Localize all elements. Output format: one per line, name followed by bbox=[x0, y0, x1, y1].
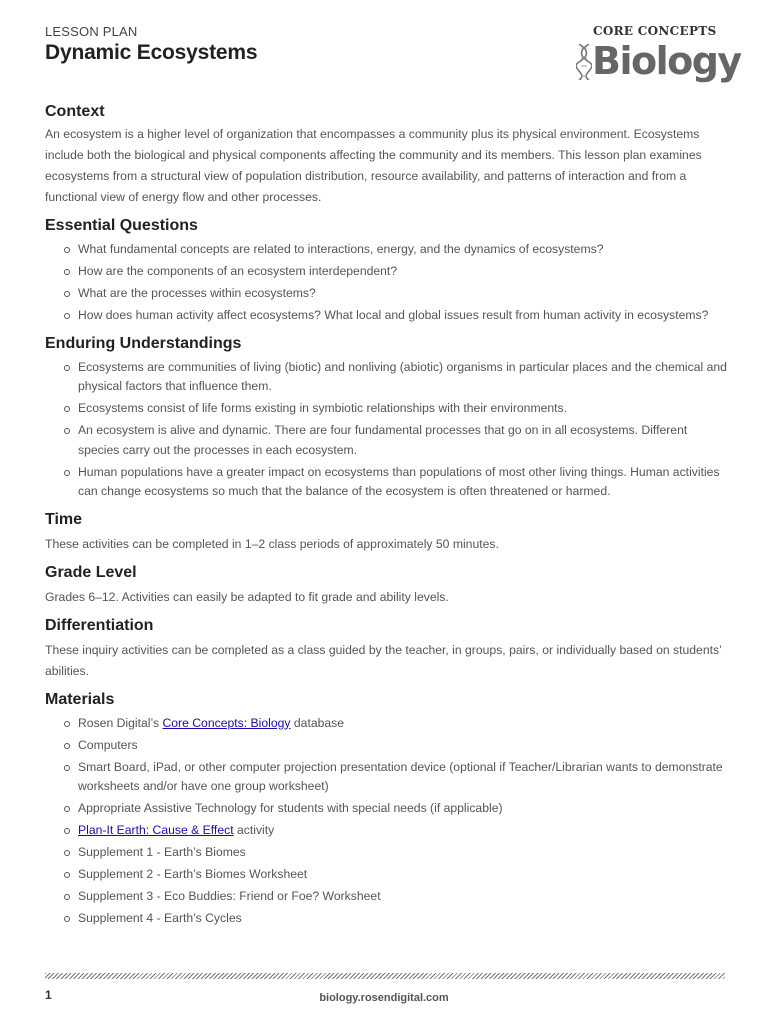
list-item: Computers bbox=[64, 736, 729, 756]
list-item: Ecosystems consist of life forms existing in symbiotic relationships with their environments. bbox=[64, 399, 729, 419]
list-item: How does human activity affect ecosystems? What local and global issues result from human activity in ecosystems? bbox=[64, 306, 729, 326]
differentiation-text: These inquiry activities can be completed as a class guided by the teacher, in groups, pairs, or individually based on students’ abilities. bbox=[45, 642, 722, 678]
document-header bbox=[45, 24, 257, 66]
grade-level-text: Grades 6–12. Activities can easily be adapted to fit grade and ability levels. bbox=[45, 589, 449, 604]
document-kicker: LESSON PLAN bbox=[45, 24, 138, 39]
materials-heading: Materials bbox=[45, 690, 115, 708]
materials-item-prefix: Rosen Digital’s bbox=[78, 715, 163, 730]
list-item: An ecosystem is alive and dynamic. There are four fundamental processes that go on in all ecosystems. Different species carry out the processes in each ecosystem. bbox=[64, 421, 729, 460]
dna-icon bbox=[576, 44, 592, 80]
grade-level-section bbox=[45, 561, 729, 608]
list-item bbox=[64, 821, 729, 841]
core-concepts-biology-logo bbox=[576, 22, 741, 94]
list-item: What are the processes within ecosystems? bbox=[64, 284, 729, 304]
differentiation-section bbox=[45, 614, 729, 682]
context-heading: Context bbox=[45, 103, 105, 120]
context-section bbox=[45, 100, 729, 208]
enduring-understandings-section bbox=[45, 332, 729, 502]
enduring-understandings-heading: Enduring Understandings bbox=[45, 334, 242, 352]
core-concepts-biology-link[interactable]: Core Concepts: Biology bbox=[162, 715, 291, 730]
enduring-understandings-list bbox=[45, 358, 729, 502]
footer-url: biology.rosendigital.com bbox=[319, 992, 449, 1004]
list-item: Supplement 3 - Eco Buddies: Friend or Foe? Worksheet bbox=[64, 887, 729, 907]
materials-item-suffix: activity bbox=[233, 823, 275, 837]
document-title: Dynamic Ecosystems bbox=[45, 41, 258, 64]
footer-divider bbox=[45, 973, 725, 979]
list-item: Ecosystems are communities of living (biotic) and nonliving (abiotic) organisms in particular places and the chemical and physical factors that influence them. bbox=[64, 358, 729, 397]
essential-questions-heading: Essential Questions bbox=[45, 217, 198, 234]
context-text: An ecosystem is a higher level of organization that encompasses a community plus its physical environment. Ecosystems include both the biological and physical components affecting the community and its members. This lesson plan examines ecosystems from a structural view of population distribution, resource availability, and patterns of interaction and from a functional view of energy flow and other processes. bbox=[45, 127, 702, 204]
materials-section bbox=[45, 688, 729, 929]
logo-wordmark: Biology bbox=[592, 39, 741, 83]
differentiation-heading: Differentiation bbox=[45, 616, 154, 634]
lesson-plan-body bbox=[45, 100, 729, 931]
time-section bbox=[45, 508, 729, 555]
essential-questions-section bbox=[45, 214, 729, 326]
materials-list bbox=[45, 714, 729, 929]
list-item: Appropriate Assistive Technology for students with special needs (if applicable) bbox=[64, 799, 729, 819]
list-item: Supplement 4 - Earth’s Cycles bbox=[64, 909, 729, 929]
logo-top-text: CORE CONCEPTS bbox=[593, 24, 717, 38]
grade-level-heading: Grade Level bbox=[45, 563, 137, 581]
list-item: Supplement 2 - Earth’s Biomes Worksheet bbox=[64, 865, 729, 885]
essential-questions-list bbox=[45, 240, 729, 326]
list-item: Human populations have a greater impact on ecosystems than populations of most other living things. Human activities can change ecosystems so much that the balance of the ecosystem is often threatened or harmed. bbox=[64, 463, 729, 502]
plan-it-earth-link[interactable]: Plan-It Earth: Cause & Effect bbox=[78, 823, 234, 837]
time-text: These activities can be completed in 1–2 class periods of approximately 50 minutes. bbox=[45, 536, 499, 551]
list-item: Smart Board, iPad, or other computer projection presentation device (optional if Teacher/Librarian wants to demonstrate worksheets and/or have one group worksheet) bbox=[64, 758, 729, 797]
list-item bbox=[64, 714, 729, 734]
list-item: Supplement 1 - Earth’s Biomes bbox=[64, 843, 729, 863]
time-heading: Time bbox=[45, 510, 83, 528]
materials-item-suffix: database bbox=[290, 715, 345, 730]
list-item: What fundamental concepts are related to interactions, energy, and the dynamics of ecosystems? bbox=[64, 240, 729, 260]
page-number: 1 bbox=[45, 988, 52, 1002]
list-item: How are the components of an ecosystem interdependent? bbox=[64, 262, 729, 282]
